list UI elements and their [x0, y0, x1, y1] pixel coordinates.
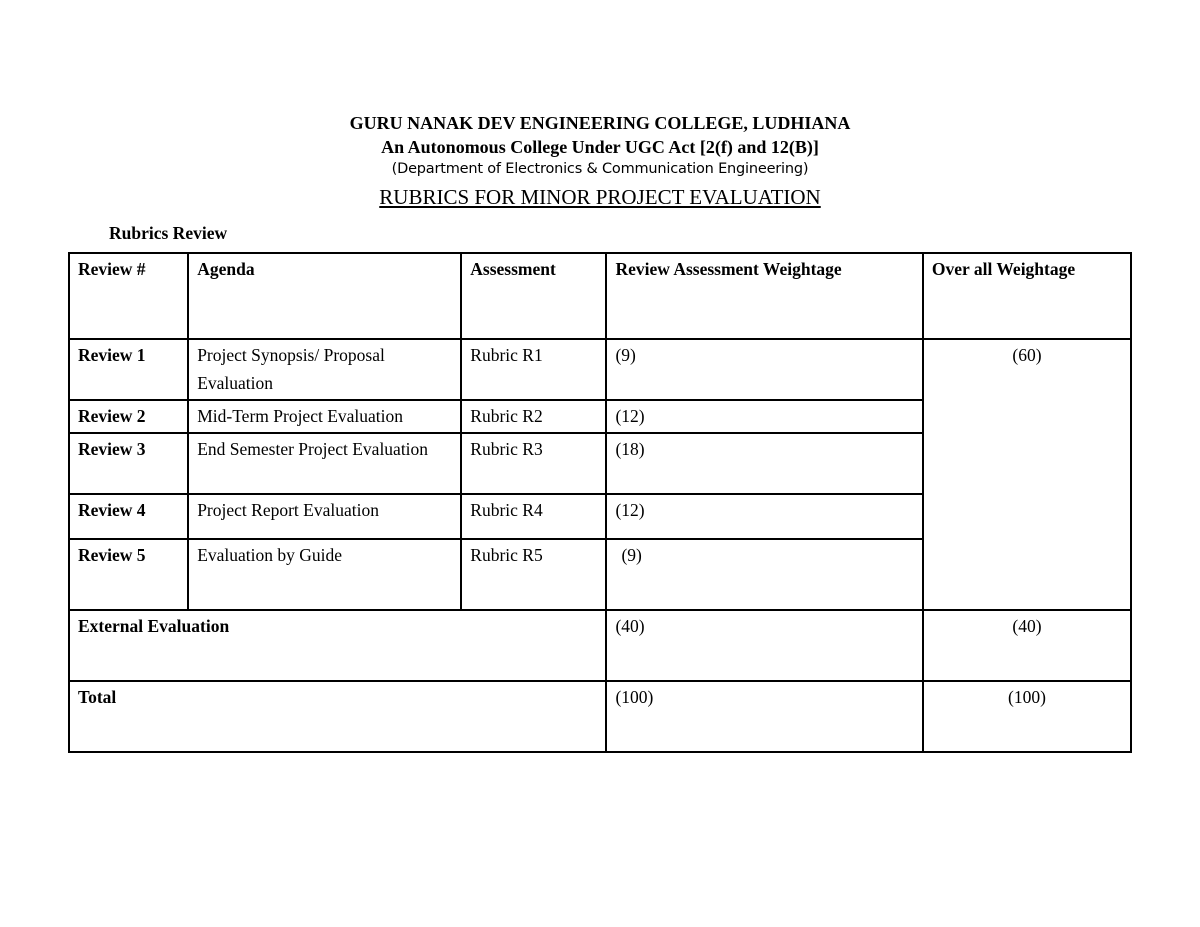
internal-overall-weightage-cell: (60) — [923, 339, 1131, 610]
agenda-cell: Project Synopsis/ Proposal Evaluation — [188, 339, 461, 400]
agenda-cell: End Semester Project Evaluation — [188, 433, 461, 494]
assessment-cell: Rubric R2 — [461, 400, 606, 433]
agenda-cell: Evaluation by Guide — [188, 539, 461, 610]
document-header — [0, 111, 1200, 211]
weightage-cell: (12) — [606, 494, 922, 539]
weightage-cell: (9) — [606, 539, 922, 610]
agenda-cell: Mid-Term Project Evaluation — [188, 400, 461, 433]
column-header-agenda: Agenda — [188, 253, 461, 339]
assessment-cell: Rubric R4 — [461, 494, 606, 539]
rubrics-review-heading: Rubrics Review — [109, 223, 228, 243]
external-weightage-cell: (40) — [606, 610, 922, 681]
external-overall-weightage-cell: (40) — [923, 610, 1131, 681]
college-name: GURU NANAK DEV ENGINEERING COLLEGE, LUDHIANA — [349, 113, 851, 133]
total-weightage-cell: (100) — [606, 681, 922, 752]
weightage-cell: (12) — [606, 400, 922, 433]
weightage-cell: (9) — [606, 339, 922, 400]
department-name: (Department of Electronics & Communication Engineering) — [391, 161, 809, 177]
total-row — [69, 681, 1131, 752]
table-header-row — [69, 253, 1131, 339]
external-evaluation-row — [69, 610, 1131, 681]
column-header-assessment: Assessment — [461, 253, 606, 339]
column-header-overall-weightage: Over all Weightage — [923, 253, 1131, 339]
autonomous-line: An Autonomous College Under UGC Act [2(f) and 12(B)] — [381, 137, 819, 157]
assessment-cell: Rubric R5 — [461, 539, 606, 610]
assessment-cell: Rubric R3 — [461, 433, 606, 494]
review-cell: Review 1 — [69, 339, 188, 400]
agenda-cell: Project Report Evaluation — [188, 494, 461, 539]
table-row — [69, 339, 1131, 400]
weightage-cell: (18) — [606, 433, 922, 494]
review-cell: Review 5 — [69, 539, 188, 610]
total-label: Total — [69, 681, 606, 752]
assessment-cell: Rubric R1 — [461, 339, 606, 400]
rubrics-table — [68, 252, 1132, 753]
review-cell: Review 2 — [69, 400, 188, 433]
column-header-review: Review # — [69, 253, 188, 339]
review-cell: Review 3 — [69, 433, 188, 494]
column-header-review-weightage: Review Assessment Weightage — [606, 253, 922, 339]
external-evaluation-label: External Evaluation — [69, 610, 606, 681]
total-overall-weightage-cell: (100) — [923, 681, 1131, 752]
document-title: RUBRICS FOR MINOR PROJECT EVALUATION — [379, 185, 821, 209]
review-cell: Review 4 — [69, 494, 188, 539]
